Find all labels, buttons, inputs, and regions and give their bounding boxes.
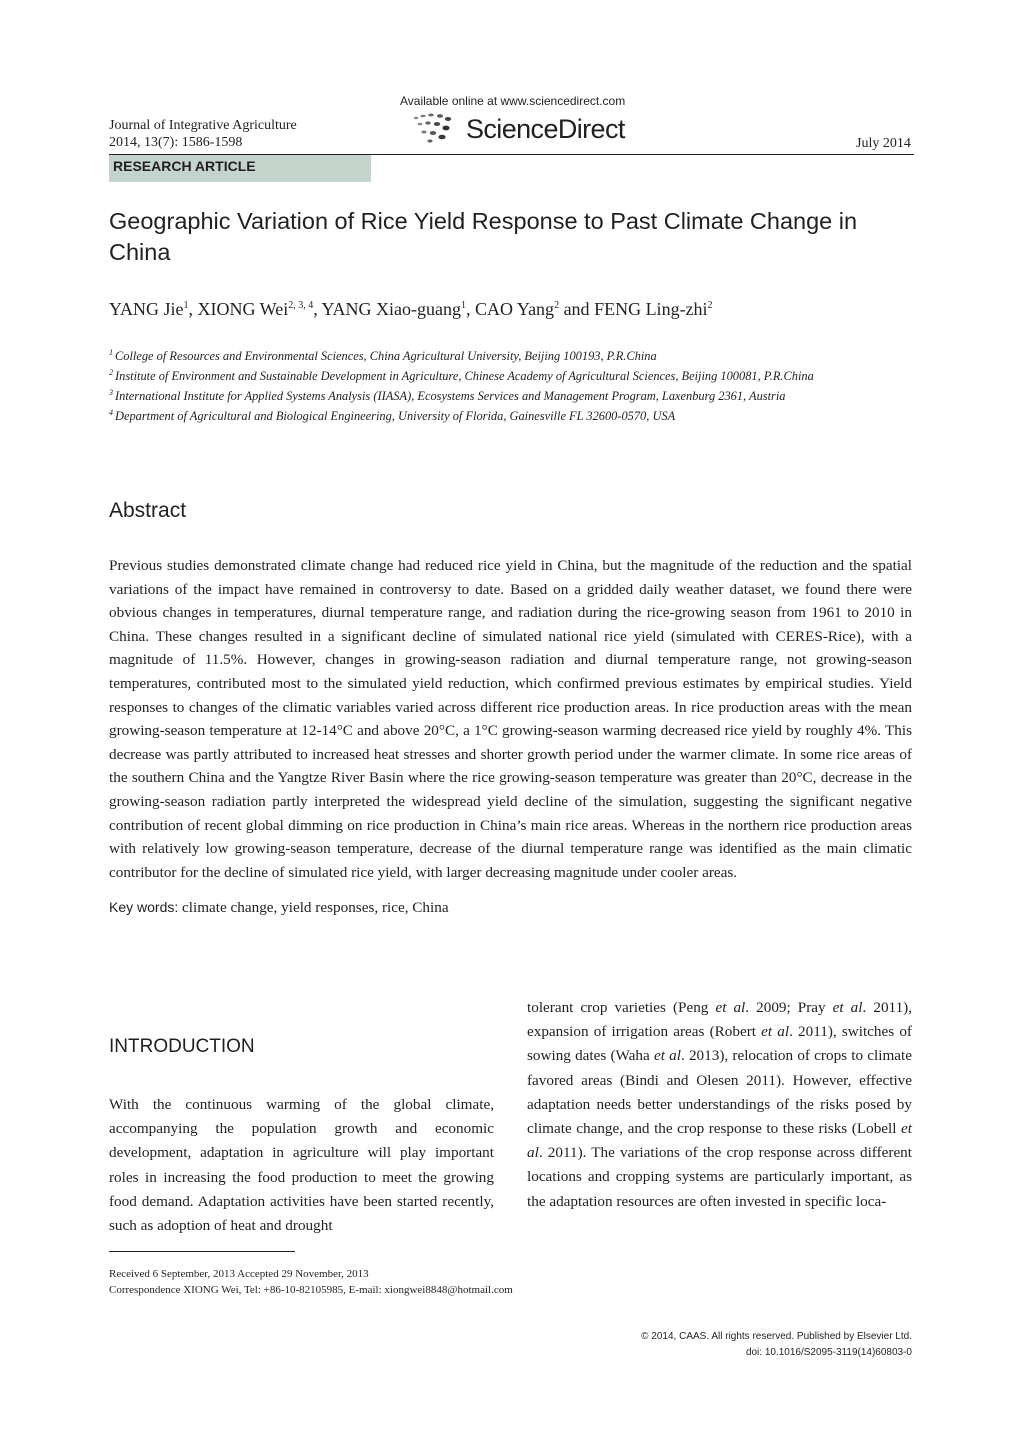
introduction-heading: INTRODUCTION: [109, 1036, 255, 1057]
author-name: YANG Jie: [109, 299, 184, 319]
affiliation-item: [109, 346, 921, 366]
affiliation-text: College of Resources and Environmental Sciences, China Agricultural University, Beijing 100193, P.R.China: [115, 349, 657, 363]
citation-et-al: et al: [527, 1120, 912, 1162]
author-list: [109, 299, 917, 320]
author-name: XIONG Wei: [197, 299, 289, 319]
affiliation-list: [109, 346, 921, 426]
article-type-label: RESEARCH ARTICLE: [113, 158, 256, 174]
text-segment: . 2011). The variations of the crop response across different locations and cropping systems are particularly important, as the adaptation resources are often invested in specific loca-: [527, 1144, 912, 1210]
abstract-heading: Abstract: [109, 499, 187, 522]
affiliation-text: Department of Agricultural and Biological Engineering, University of Florida, Gainesville FL 32600-0570, USA: [115, 409, 676, 423]
author-separator: ,: [188, 299, 198, 319]
footnote: [109, 1266, 513, 1298]
affiliation-number: 1: [109, 348, 113, 357]
copyright-notice: © 2014, CAAS. All rights reserved. Published by Elsevier Ltd.: [641, 1331, 912, 1342]
text-segment: . 2009; Pray: [745, 999, 833, 1016]
introduction-column-1: With the continuous warming of the global climate, accompanying the population growth and economic development, adaptation in agriculture will play important roles in increasing the food production to meet the growing food demand. Adaptation activities have been started recently, such as adoption of heat and drought: [109, 1096, 494, 1235]
citation-et-al: et al: [715, 999, 746, 1016]
citation-et-al: et al: [832, 999, 863, 1016]
journal-issue: 2014, 13(7): 1586-1598: [109, 135, 243, 150]
available-online-text: Available online at www.sciencedirect.com: [400, 94, 626, 108]
text-segment: . 2011), switches of sowing dates (Waha: [527, 1023, 912, 1065]
sciencedirect-logo-text: ScienceDirect: [466, 114, 625, 144]
article-title: Geographic Variation of Rice Yield Response to Past Climate Change in China: [109, 208, 858, 265]
author-separator: and: [559, 299, 595, 319]
text-segment: tolerant crop varieties (Peng: [527, 999, 716, 1016]
correspondence: Correspondence XIONG Wei, Tel: +86-10-82105985, E-mail: xiongwei8848@hotmail.com: [109, 1284, 513, 1296]
received-accepted-dates: Received 6 September, 2013 Accepted 29 November, 2013: [109, 1268, 369, 1280]
author-name: FENG Ling-zhi: [594, 299, 708, 319]
journal-citation: [109, 117, 297, 151]
text-segment: . 2013), relocation of crops to climate favored areas (Bindi and Olesen 2011). However, effective adaptation needs better understandings of the risks posed by climate change, and the crop response to these risks (Lobell: [527, 1047, 912, 1138]
affiliation-number: 2: [109, 368, 113, 377]
abstract-text: Previous studies demonstrated climate change had reduced rice yield in China, but the magnitude of the reduction and the spatial variations of the impact have remained in controversy to date. Based on a gridded daily weather dataset, we found there were obvious changes in temperatures, diurnal temperature range, and radiation during the rice-growing season from 1961 to 2010 in China. These changes resulted in a significant decline of simulated national rice yield (simulated with CERES-Rice), with a magnitude of 11.5%. However, changes in growing-season radiation and diurnal temperature range, not growing-season temperatures, contributed most to the simulated yield reduction, which confirmed previous estimates by empirical studies. Yield responses to changes of the climatic variables varied across different rice production areas. In rice production areas with the mean growing-season temperature at 12-14°C and above 20°C, a 1°C growing-season warming decreased rice yield by roughly 4%. This decrease was partly attributed to increased heat stresses and shorter growth period under the warmer climate. In some rice areas of the southern China and the Yangtze River Basin where the rice growing-season temperature was greater than 20°C, decrease in the growing-season radiation partly interpreted the widespread yield decline of the simulation, suggesting the significant negative contribution of recent global dimming on rice production in China’s main rice areas. Whereas in the northern rice production areas with relatively low growing-season temperature, decrease of the diurnal temperature range was identified as the main climatic contributor for the decline of simulated rice yield, with larger decreasing magnitude under cooler areas.: [109, 557, 912, 881]
author-name: YANG Xiao-guang: [321, 299, 462, 319]
citation-et-al: et al: [761, 1023, 790, 1041]
doi: doi: 10.1016/S2095-3119(14)60803-0: [745, 1347, 912, 1358]
affiliation-item: [109, 366, 921, 386]
author-affiliation-marker: 1: [461, 300, 467, 311]
keywords-label: Key words:: [109, 899, 179, 915]
sciencedirect-logo-icon: [412, 112, 462, 146]
issue-date: July 2014: [856, 136, 911, 151]
citation-et-al: et al: [653, 1047, 681, 1065]
keywords-values: climate change, yield responses, rice, China: [182, 899, 449, 916]
affiliation-text: Institute of Environment and Sustainable Development in Agriculture, Chinese Academy of Agricultural Sciences, Beijing 100081, P.R.China: [115, 369, 814, 383]
keywords: [109, 899, 449, 917]
affiliation-number: 3: [109, 388, 113, 397]
affiliation-text: International Institute for Applied Systems Analysis (IIASA), Ecosystems Services and Management Program, Laxenburg 2361, Austria: [115, 389, 786, 403]
author-affiliation-marker: 1: [183, 300, 189, 311]
author-separator: ,: [466, 299, 476, 319]
text-segment: . 2011), expansion of irrigation areas (Robert: [527, 999, 913, 1041]
author-affiliation-marker: 2: [554, 300, 560, 311]
journal-name: Journal of Integrative Agriculture: [109, 118, 297, 133]
footnote-rule: [109, 1251, 295, 1252]
affiliation-number: 4: [109, 408, 113, 417]
affiliation-item: [109, 386, 921, 406]
author-separator: ,: [313, 299, 322, 319]
copyright-block: [560, 1329, 912, 1361]
author-name: CAO Yang: [475, 299, 555, 319]
affiliation-item: [109, 406, 921, 426]
author-affiliation-marker: 2, 3, 4: [288, 300, 314, 311]
introduction-column-2: [527, 996, 912, 1214]
author-affiliation-marker: 2: [707, 300, 713, 311]
